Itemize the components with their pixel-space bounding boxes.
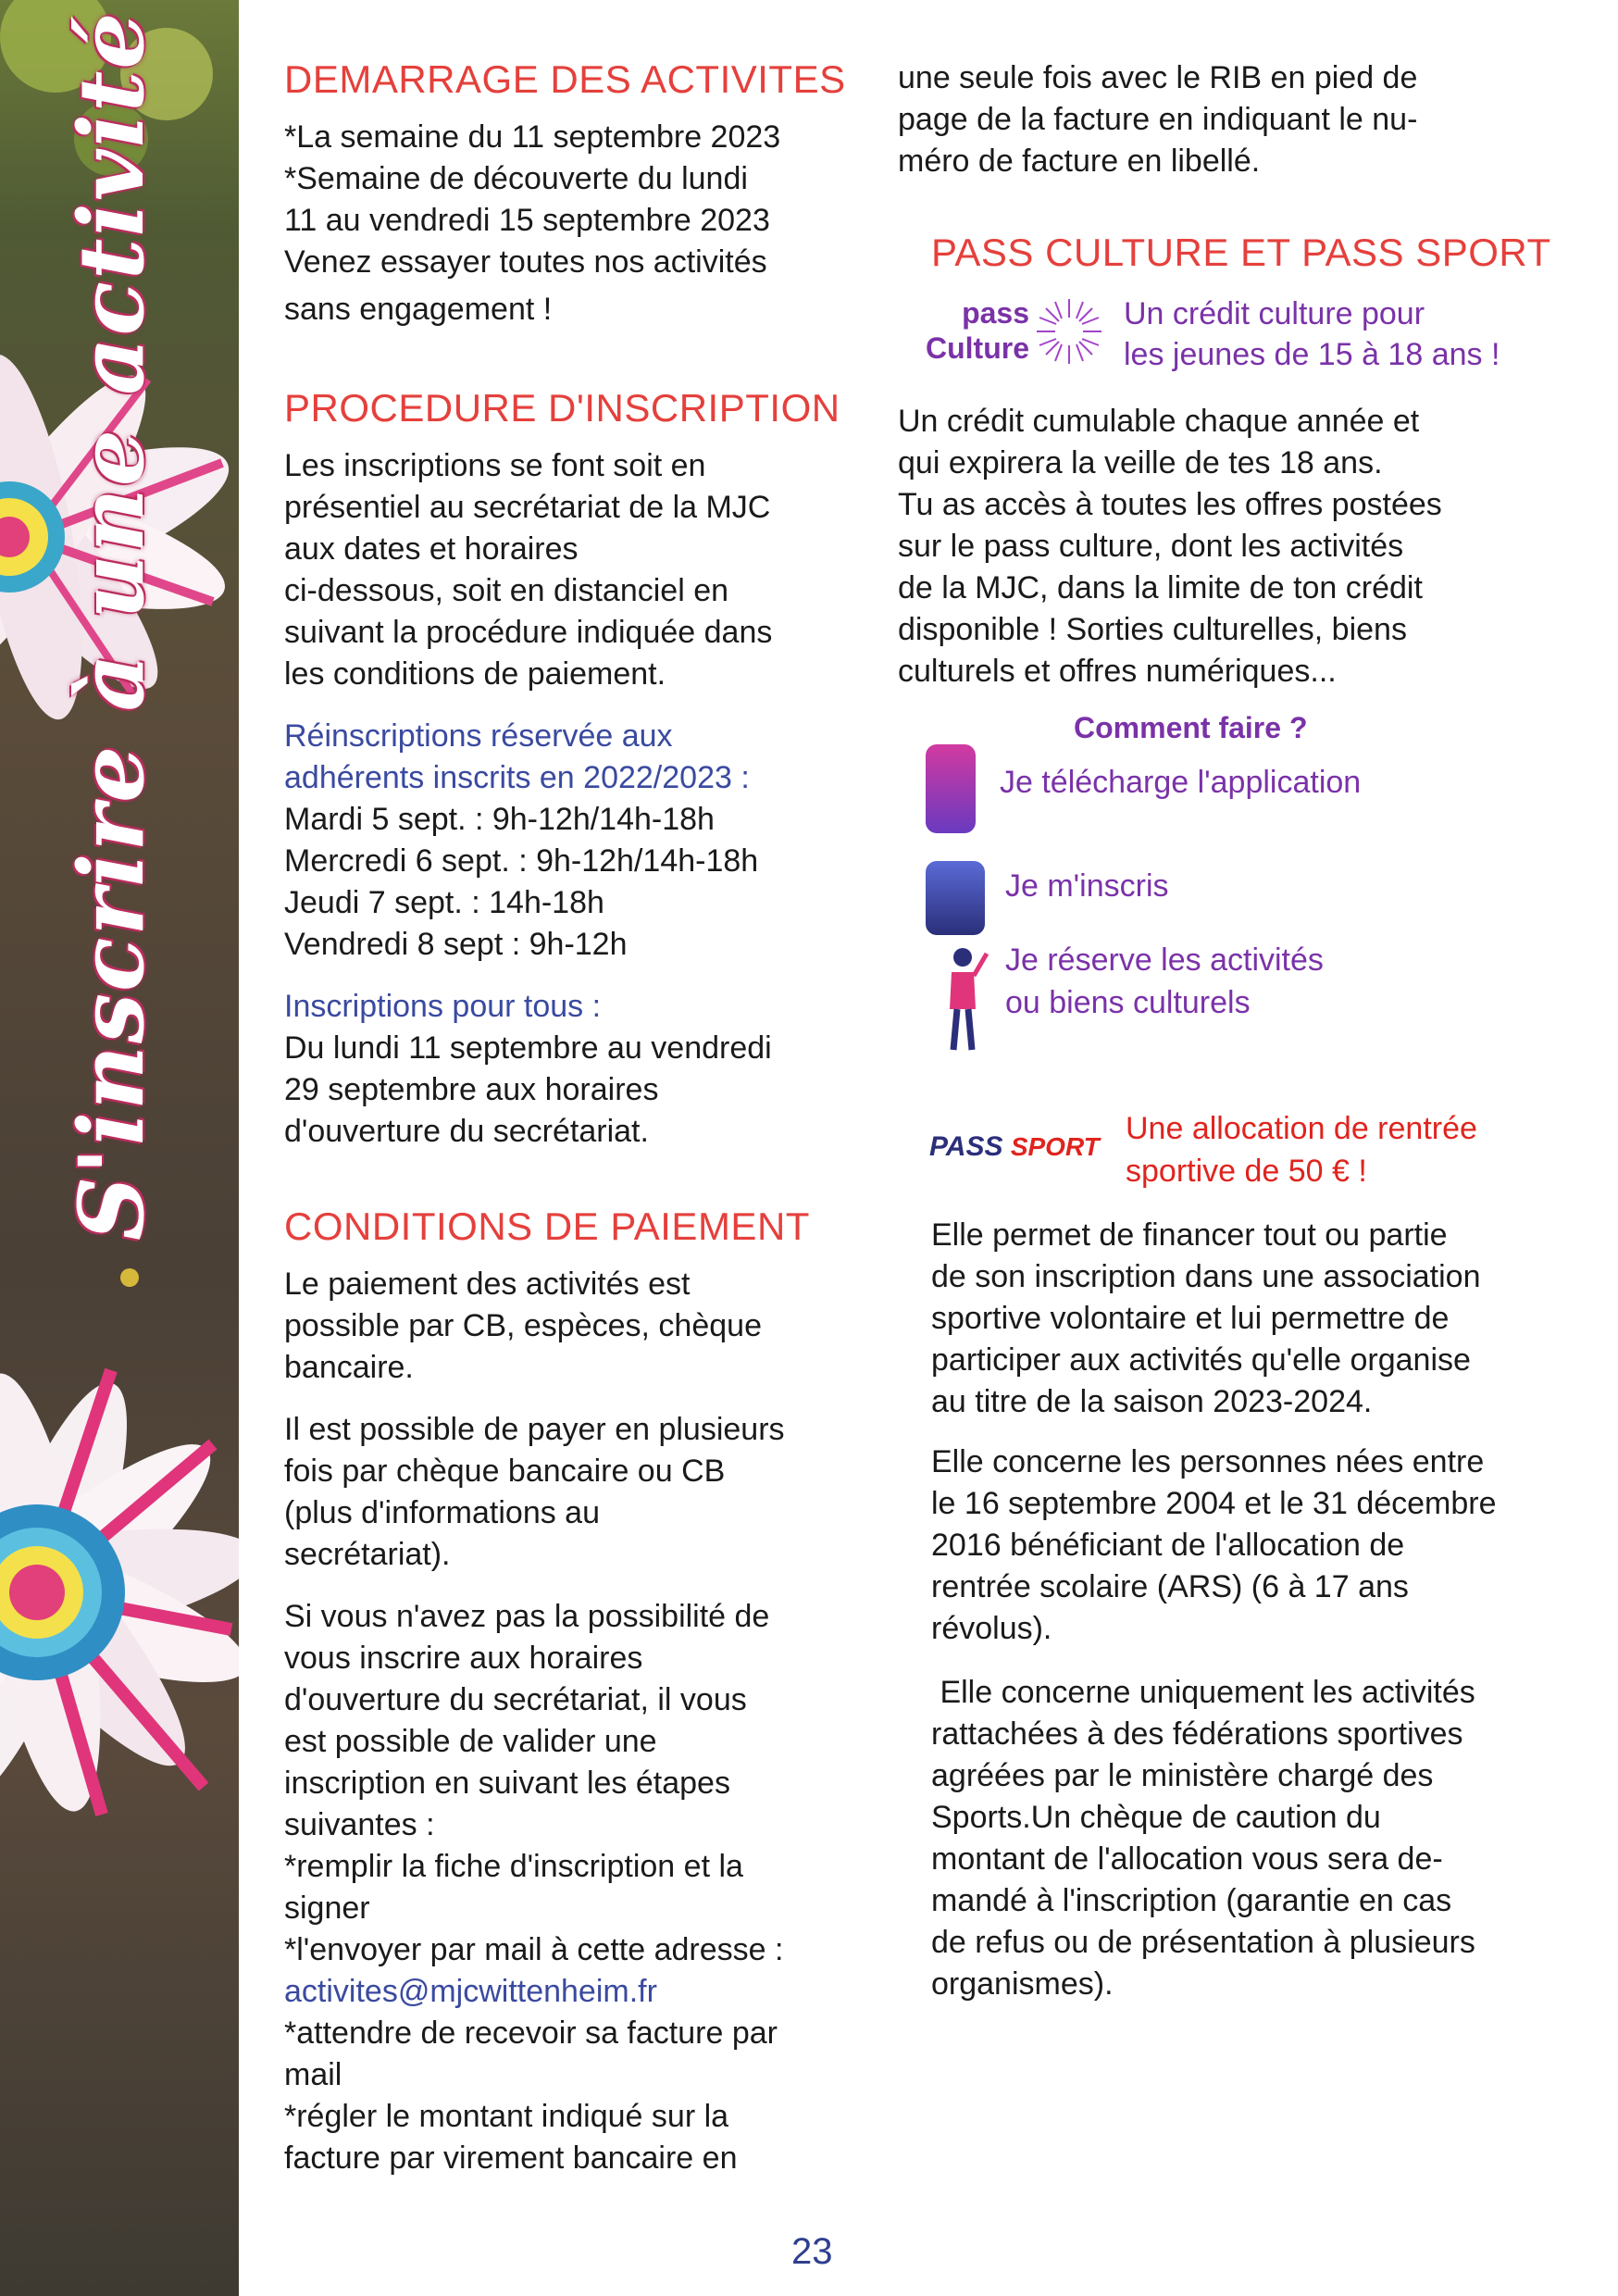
continued-text: [898, 57, 1564, 182]
pass-sport-row: [898, 1105, 1564, 1198]
step-signup: Je m'inscris: [1005, 868, 1169, 904]
inscription-line: aux dates et horaires: [284, 531, 579, 567]
heading-demarrage: DEMARRAGE DES ACTIVITES: [284, 57, 846, 101]
demarrage-line: sans engagement !: [284, 292, 553, 327]
demarrage-line: 11 au vendredi 15 septembre 2023: [284, 203, 770, 238]
pass-sport-logo-pass: PASS: [929, 1131, 1003, 1162]
ps-line: Elle concerne uniquement les activités: [931, 1675, 1475, 1710]
section-demarrage: [284, 57, 877, 331]
ps-paragraph: [931, 1441, 1564, 1650]
paiement-line: vous inscrire aux horaires: [284, 1641, 643, 1676]
ps-line: de refus ou de présentation à plusieurs: [931, 1925, 1475, 1960]
pass-sport-text: [931, 1215, 1564, 2005]
pass-culture-burst-icon: [1035, 297, 1103, 366]
pass-culture-tagline: [1124, 293, 1500, 375]
left-column: [284, 57, 877, 2207]
inscription-line: suivant la procédure indiquée dans: [284, 615, 773, 650]
person-reserve-icon: [935, 944, 990, 1055]
paiement-line: suivantes :: [284, 1807, 435, 1842]
paiement-line: Le paiement des activités est: [284, 1267, 691, 1302]
right-column: [898, 57, 1564, 2005]
paiement-line: bancaire.: [284, 1350, 414, 1385]
paiement-line: possible par CB, espèces, chèque: [284, 1308, 762, 1343]
pass-sport-tagline: [1126, 1107, 1477, 1192]
step-reserve-line: ou biens culturels: [1005, 985, 1251, 1020]
tagline-line: les jeunes de 15 à 18 ans !: [1124, 337, 1500, 372]
paiement-line: inscription en suivant les étapes: [284, 1766, 730, 1801]
pc-line: qui expirera la veille de tes 18 ans.: [898, 445, 1383, 480]
ps-line: mandé à l'inscription (garantie en cas: [931, 1883, 1452, 1918]
tagline-line: Une allocation de rentrée: [1126, 1111, 1477, 1146]
heading-inscription: PROCEDURE D'INSCRIPTION: [284, 386, 840, 430]
paiement-line: (plus d'informations au: [284, 1495, 600, 1530]
pass-culture-logo: [900, 295, 1029, 366]
inscription-line: Les inscriptions se font soit en: [284, 448, 706, 483]
paiement-p2: [284, 1409, 877, 1576]
paiement-line: facture par virement bancaire en: [284, 2140, 738, 2176]
pass-culture-row: [898, 290, 1564, 379]
pass-culture-text: [898, 401, 1564, 693]
paiement-line: *régler le montant indiqué sur la: [284, 2099, 729, 2134]
pc-line: de la MJC, dans la limite de ton crédit: [898, 570, 1423, 605]
ps-line: révolus).: [931, 1611, 1052, 1646]
paiement-line: est possible de valider une: [284, 1724, 657, 1759]
schedule-line: Mardi 5 sept. : 9h-12h/14h-18h: [284, 802, 715, 837]
comment-faire-block: [898, 705, 1564, 1094]
paiement-line: Il est possible de payer en plusieurs: [284, 1412, 785, 1447]
ps-line: Elle permet de financer tout ou partie: [931, 1217, 1448, 1253]
paiement-p3: [284, 1596, 877, 2179]
pass-sport-logo-sport: SPORT: [1010, 1132, 1100, 1161]
reinscriptions-title: adhérents inscrits en 2022/2023 :: [284, 760, 750, 795]
ps-line: sportive volontaire et lui permettre de: [931, 1301, 1450, 1336]
pass-sport-logo: [929, 1131, 1100, 1163]
section-inscription: [284, 386, 877, 1153]
tagline-line: sportive de 50 € !: [1126, 1154, 1367, 1189]
pc-line: Un crédit cumulable chaque année et: [898, 404, 1420, 439]
ps-line: Elle concerne les personnes nées entre: [931, 1444, 1485, 1479]
inscriptions-tous-title: Inscriptions pour tous :: [284, 989, 602, 1024]
comment-faire-title: Comment faire ?: [1074, 711, 1308, 744]
ps-line: le 16 septembre 2004 et le 31 décembre: [931, 1486, 1497, 1521]
continued-line: méro de facture en libellé.: [898, 144, 1261, 179]
ps-line: participer aux activités qu'elle organise: [931, 1342, 1471, 1378]
reinscriptions-block: [284, 716, 877, 966]
schedule-line: Vendredi 8 sept : 9h-12h: [284, 927, 628, 962]
inscriptions-tous-block: [284, 986, 877, 1153]
paiement-line: *remplir la fiche d'inscription et la: [284, 1849, 743, 1884]
inscription-line: ci-dessous, soit en distanciel en: [284, 573, 729, 608]
ps-line: de son inscription dans une association: [931, 1259, 1481, 1294]
paiement-line: fois par chèque bancaire ou CB: [284, 1454, 726, 1489]
continued-line: une seule fois avec le RIB en pied de: [898, 60, 1418, 95]
ps-paragraph: [931, 1672, 1564, 2005]
tous-line: Du lundi 11 septembre au vendredi: [284, 1030, 772, 1066]
ps-paragraph: [931, 1215, 1564, 1423]
paiement-line: *l'envoyer par mail à cette adresse :: [284, 1932, 784, 1967]
heading-paiement: CONDITIONS DE PAIEMENT: [284, 1204, 810, 1248]
demarrage-line: Venez essayer toutes nos activités: [284, 244, 767, 280]
phone-app-icon: [926, 744, 976, 833]
ps-line: rattachées à des fédérations sportives: [931, 1716, 1463, 1752]
pass-culture-logo-word: pass: [962, 296, 1029, 330]
paiement-line: signer: [284, 1890, 370, 1926]
email-link[interactable]: activites@mjcwittenheim.fr: [284, 1974, 657, 2009]
decorative-side-strip: [0, 0, 239, 2296]
reinscriptions-title: Réinscriptions réservée aux: [284, 718, 673, 754]
pass-culture-logo-word: Culture: [926, 331, 1029, 365]
pc-line: Tu as accès à toutes les offres postées: [898, 487, 1442, 522]
schedule-line: Mercredi 6 sept. : 9h-12h/14h-18h: [284, 843, 759, 879]
tagline-line: Un crédit culture pour: [1124, 296, 1425, 331]
paiement-p1: [284, 1264, 877, 1389]
step-reserve: [1005, 939, 1324, 1024]
paiement-line: mail: [284, 2057, 342, 2092]
pc-line: disponible ! Sorties culturelles, biens: [898, 612, 1407, 647]
continued-line: page de la facture en indiquant le nu-: [898, 102, 1418, 137]
paiement-line: d'ouverture du secrétariat, il vous: [284, 1682, 747, 1717]
step-download: Je télécharge l'application: [1000, 765, 1362, 800]
inscription-line: les conditions de paiement.: [284, 656, 666, 692]
pc-line: culturels et offres numériques...: [898, 654, 1337, 689]
side-title: S'inscrire à une activité: [59, 10, 164, 1241]
ps-line: montant de l'allocation vous sera de-: [931, 1841, 1443, 1877]
paiement-line: Si vous n'avez pas la possibilité de: [284, 1599, 770, 1634]
schedule-line: Jeudi 7 sept. : 14h-18h: [284, 885, 604, 920]
ps-line: organismes).: [931, 1966, 1114, 2002]
paiement-line: *attendre de recevoir sa facture par: [284, 2015, 778, 2051]
ps-line: 2016 bénéficiant de l'allocation de: [931, 1528, 1405, 1563]
ps-line: Sports.Un chèque de caution du: [931, 1800, 1381, 1835]
paiement-line: secrétariat).: [284, 1537, 451, 1572]
demarrage-line: *La semaine du 11 septembre 2023: [284, 119, 781, 155]
step-reserve-line: Je réserve les activités: [1005, 942, 1324, 978]
tous-line: 29 septembre aux horaires: [284, 1072, 659, 1107]
section-paiement: [284, 1204, 877, 2179]
pc-line: sur le pass culture, dont les activités: [898, 529, 1404, 564]
ps-line: agréées par le ministère chargé des: [931, 1758, 1434, 1793]
page-number: 23: [791, 2231, 833, 2272]
signup-form-icon: [926, 861, 985, 935]
heading-pass: PASS CULTURE ET PASS SPORT: [931, 231, 1551, 274]
demarrage-line: *Semaine de découverte du lundi: [284, 161, 748, 196]
tous-line: d'ouverture du secrétariat.: [284, 1114, 649, 1149]
inscription-line: présentiel au secrétariat de la MJC: [284, 490, 771, 525]
ps-line: rentrée scolaire (ARS) (6 à 17 ans: [931, 1569, 1409, 1604]
ps-line: au titre de la saison 2023-2024.: [931, 1384, 1373, 1419]
